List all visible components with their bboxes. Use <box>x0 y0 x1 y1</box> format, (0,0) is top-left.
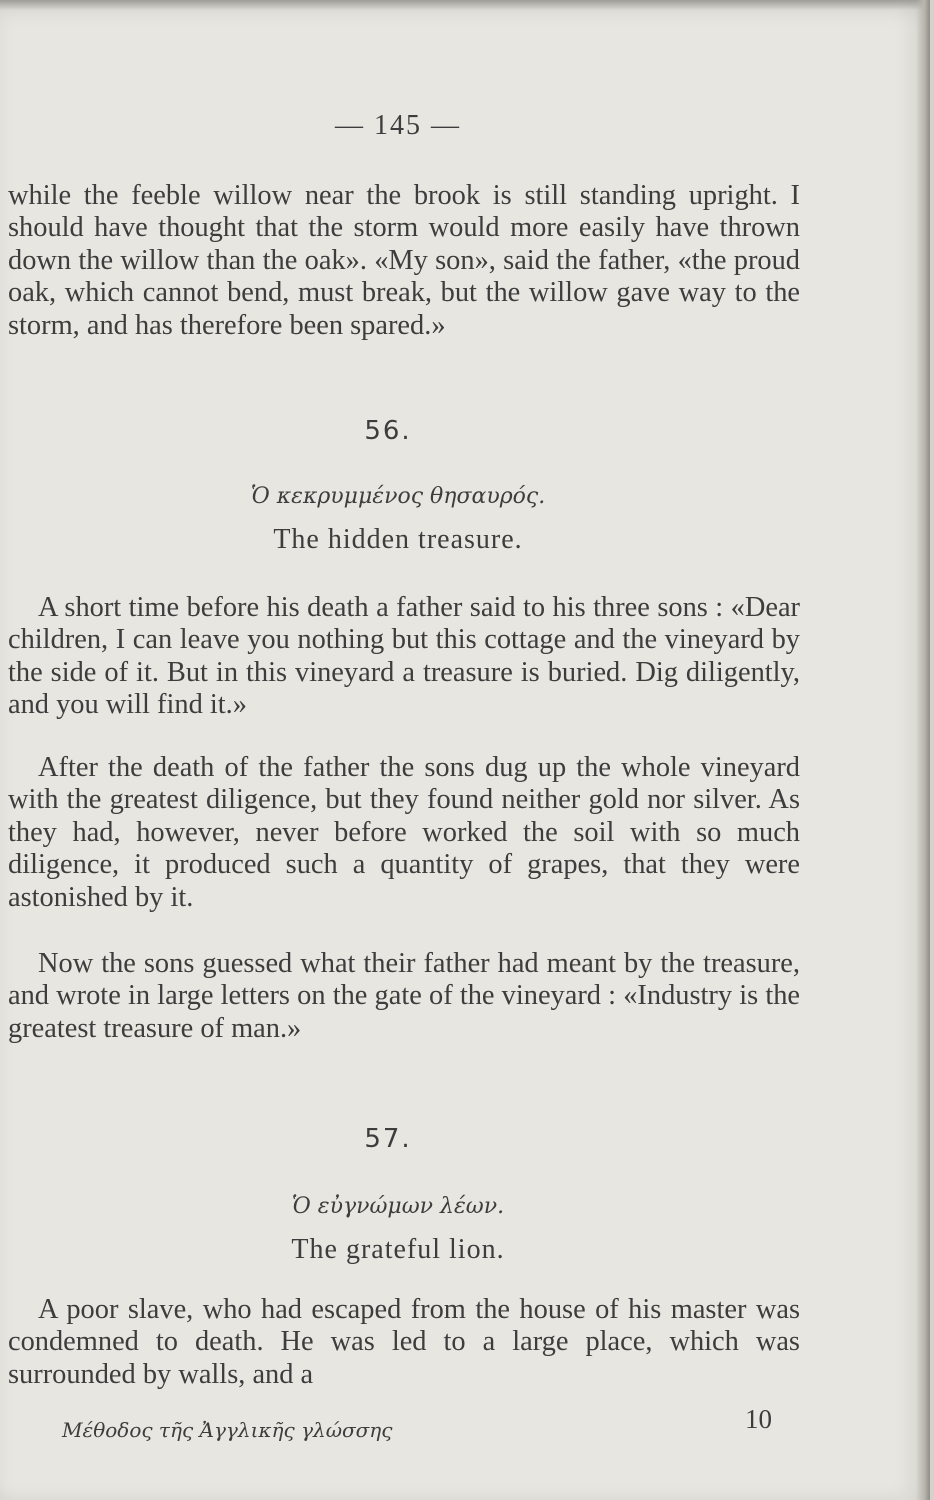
footer-book-title: Μέθοδος τῆς Ἀγγλικῆς γλώσσης <box>62 1418 393 1442</box>
footer-signature-mark: 10 <box>745 1404 772 1434</box>
page-edge-shadow <box>916 0 930 1500</box>
paragraph: A poor slave, who had escaped from the house of his master was condemned to death. He was led to a large place, which was surrounded by walls, and a <box>8 1294 800 1390</box>
section-english-title: The hidden treasure. <box>273 524 523 555</box>
section-english-title: The grateful lion. <box>291 1234 505 1265</box>
paragraph: A short time before his death a father said to his three sons : «Dear children, I can leave you nothing but this cottage and the vineyard by the side of it. But in this vineyard a treasure is buried. Dig diligently, and you will find it.» <box>8 592 800 721</box>
section-greek-title: Ὁ εὐγνώμων λέων. <box>291 1194 505 1219</box>
section-number: 56. <box>364 416 412 446</box>
paragraph: After the death of the father the sons dug up the whole vineyard with the greatest diligence, but they found neither gold nor silver. As they had, however, never before worked the soil with so much diligence, it produced such a quantity of grapes, that they were astonished by it. <box>8 752 800 913</box>
paragraph-continued: while the feeble willow near the brook is still standing upright. I should have thought that the storm would more easily have thrown down the willow than the oak». «My son», said the father, «the proud oak, which cannot bend, must break, but the willow gave way to the storm, and has therefore been spared.» <box>8 180 800 341</box>
paragraph: Now the sons guessed what their father had meant by the treasure, and wrote in large letters on the gate of the vineyard : «Industry is the greatest treasure of man.» <box>8 948 800 1044</box>
page-number: — 145 — <box>335 110 461 141</box>
section-number: 57. <box>364 1124 412 1154</box>
section-greek-title: Ὁ κεκρυμμένος θησαυρός. <box>250 484 546 509</box>
